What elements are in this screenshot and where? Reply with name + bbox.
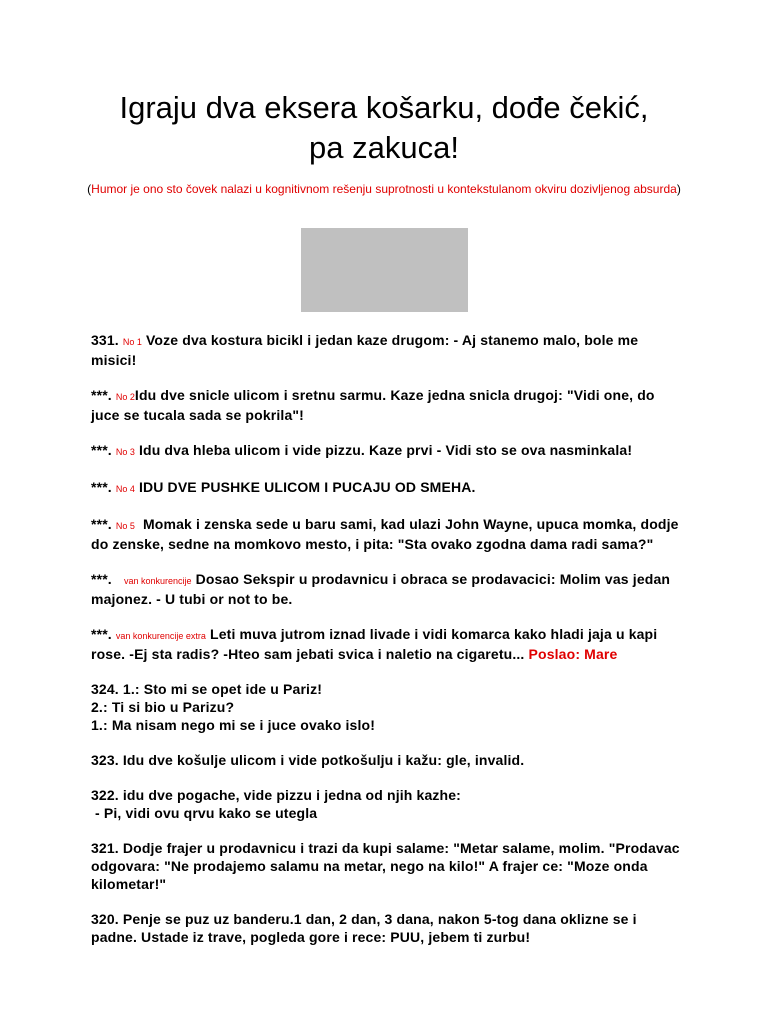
joke-323: 323. Idu dve košulje ulicom i vide potkošulju i kažu: gle, invalid. <box>91 752 525 768</box>
dialog-line-1: 1.: Sto mi se opet ide u Pariz! <box>122 681 323 697</box>
joke-text: Idu dva hleba ulicom i vide pizzu. Kaze prvi - Vidi sto se ova nasminkala! <box>138 442 633 458</box>
joke-dialog <box>91 680 681 734</box>
joke-text: Idu dve snicle ulicom i sretnu sarmu. Kaze jedna snicla drugoj: "Vidi one, do juce se tucala sada se pokrila"! <box>91 387 655 423</box>
joke-entry <box>91 478 681 498</box>
joke-text: Momak i zenska sede u baru sami, kad ulazi John Wayne, upuca momka, dodje do zenske, sedne na momkovo mesto, i pita: "Sta ovako zgodna dama radi sama?" <box>91 516 679 552</box>
page-title <box>60 88 708 168</box>
title-line-2: pa zakuca! <box>309 130 459 165</box>
joke-tag: van konkurencije extra <box>115 631 206 641</box>
title-line-1: Igraju dva eksera košarku, dođe čekić, <box>119 90 649 125</box>
joke-number: ***. <box>91 479 112 495</box>
subtitle <box>80 182 688 197</box>
image-placeholder <box>301 228 468 312</box>
joke-entry <box>91 331 681 369</box>
joke-321: 321. Dodje frajer u prodavnicu i trazi da kupi salame: "Metar salame, molim. "Prodavac odgovara: "Ne prodajemo salamu na metar, nego na kilo!" A frajer ce: "Moze onda kilometar!" <box>91 840 680 892</box>
joke-number: ***. <box>91 626 112 642</box>
subtitle-close-paren: ) <box>676 182 681 196</box>
joke-322-line-2: - Pi, vidi ovu qrvu kako se utegla <box>91 805 318 821</box>
joke-number: 331. <box>91 332 119 348</box>
joke-text: Leti muva jutrom iznad livade i vidi komarca kako hladi jaja u kapi rose. -Ej sta radis? -Hteo sam jebati svica i naletio na cigaretu... <box>91 626 658 662</box>
joke-number: ***. <box>91 571 112 587</box>
joke-entry <box>91 625 681 663</box>
joke-number: ***. <box>91 516 112 532</box>
joke-text: Voze dva kostura bicikl i jedan kaze drugom: - Aj stanemo malo, bole me misici! <box>91 332 639 368</box>
joke-entry <box>91 441 681 461</box>
joke-number: ***. <box>91 387 112 403</box>
joke-322 <box>91 786 681 822</box>
joke-tag: van konkurencije <box>123 576 192 586</box>
joke-number: 324. <box>91 681 119 697</box>
joke-entry <box>91 386 681 424</box>
dialog-line-2: 2.: Ti si bio u Parizu? <box>91 699 235 715</box>
joke-text: Dosao Sekspir u prodavnicu i obraca se prodavacici: Molim vas jedan majonez. - U tubi or not to be. <box>91 571 671 607</box>
jokes-list <box>91 331 681 963</box>
joke-entry <box>91 515 681 553</box>
joke-tag: No 2 <box>115 392 135 402</box>
joke-tag: No 4 <box>115 484 135 494</box>
joke-tag: No 5 <box>115 521 135 531</box>
joke-tag: No 1 <box>122 337 142 347</box>
joke-credit: Poslao: Mare <box>528 646 618 662</box>
joke-entry <box>91 570 681 608</box>
dialog-line-3: 1.: Ma nisam nego mi se i juce ovako islo! <box>91 717 376 733</box>
joke-number: ***. <box>91 442 112 458</box>
subtitle-open-paren: ( <box>87 182 92 196</box>
joke-text: IDU DVE PUSHKE ULICOM I PUCAJU OD SMEHA. <box>138 479 476 495</box>
joke-322-line-1: 322. idu dve pogache, vide pizzu i jedna od njih kazhe: <box>91 787 461 803</box>
joke-tag: No 3 <box>115 447 135 457</box>
joke-320: 320. Penje se puz uz banderu.1 dan, 2 dan, 3 dana, nakon 5-tog dana oklizne se i padne. Ustade iz trave, pogleda gore i rece: PUU, jebem ti zurbu! <box>91 911 637 945</box>
subtitle-text: Humor je ono sto čovek nalazi u kognitivnom rešenju suprotnosti u kontekstulanom okviru dozivljenog absurda <box>91 182 677 196</box>
